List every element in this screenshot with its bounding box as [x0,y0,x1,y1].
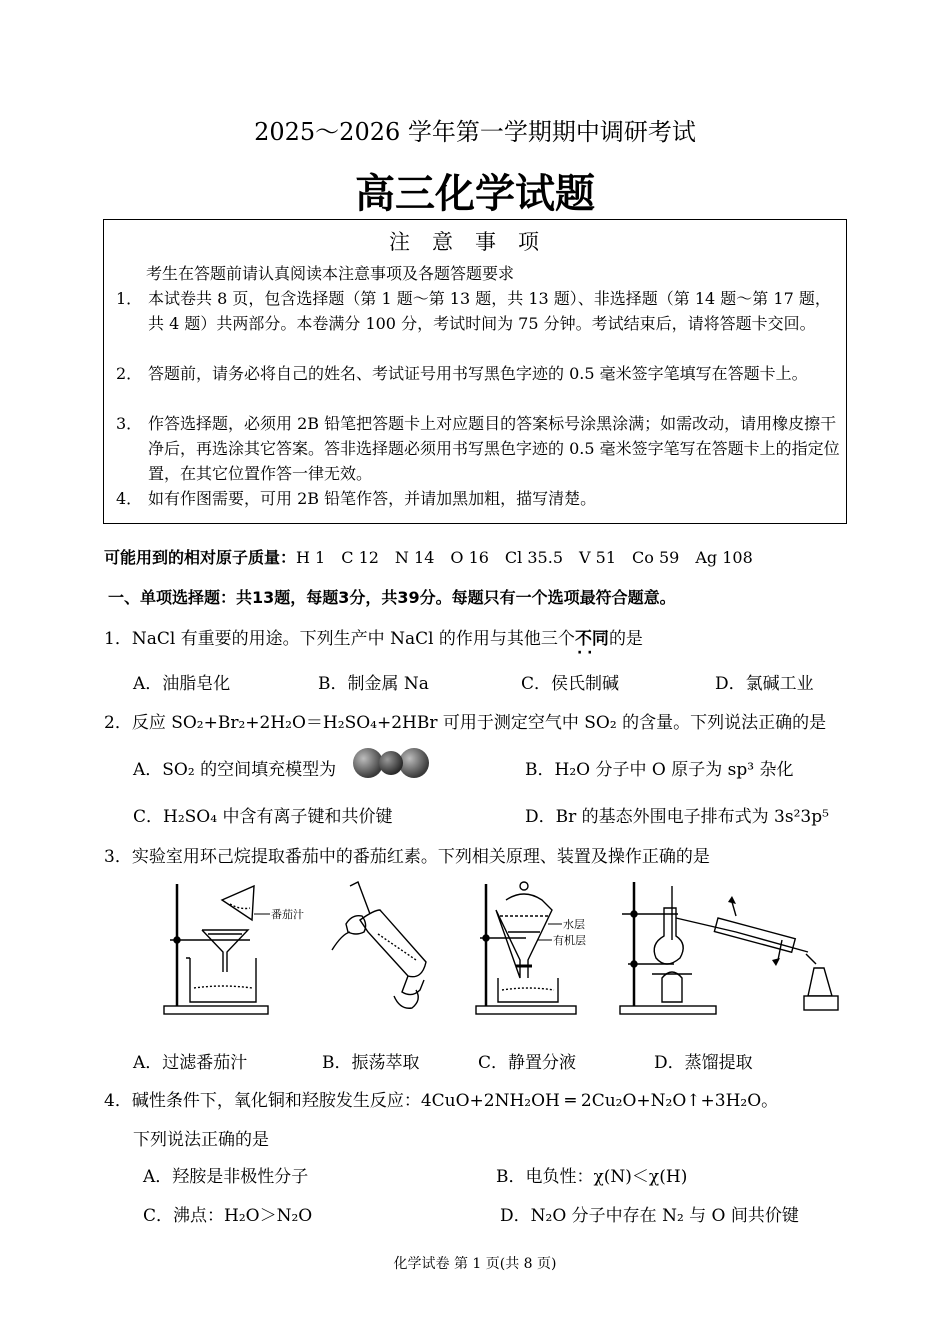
question-3-stem: 3．实验室用环己烷提取番茄中的番茄红素。下列相关原理、装置及操作正确的是 [104,847,710,867]
notice-item-num: 1． [116,289,143,308]
q1-stem-b: 的是 [608,629,643,649]
q3-option-a: A．过滤番茄汁 [133,1053,248,1073]
atomic-masses [104,545,753,568]
notice-intro: 考生在答题前请认真阅读本注意事项及各题答题要求 [146,264,515,283]
q2-option-d: D．Br 的基态外围电子排布式为 3s²3p⁵ [525,807,829,827]
label-water-layer: 水层 [563,918,585,931]
apparatus-separation [472,880,612,1020]
q1-option-a: A．油脂皂化 [133,674,231,694]
q4-option-b: B．电负性：χ(N)＜χ(H) [496,1167,688,1187]
apparatus-filtration [160,880,310,1020]
q1-option-d: D．氯碱工业 [715,674,814,694]
q3-option-b: B．振荡萃取 [322,1053,420,1073]
sulfur-atom [379,751,403,775]
atomic-masses-label: 可能用到的相对原子质量： [104,548,297,567]
exam-title-line: 2025～2026 学年第一学期期中调研考试 [254,118,696,146]
notice-item [116,486,840,511]
section-heading: 一、单项选择题：共13题，每题3分，共39分。每题只有一个选项最符合题意。 [108,588,676,607]
notice-item-num: 3． [116,414,143,433]
notice-item-text: 答题前，请务必将自己的姓名、考试证号用书写黑色字迹的 0.5 毫米签字笔填写在答题卡上。 [148,364,808,383]
label-tomato-juice: 番茄汁 [271,908,304,921]
q1-emphasis: 不同 · · [575,624,609,649]
question-1-stem [104,624,643,649]
notice-title: 注意事项 [389,230,561,254]
apparatus-distillation [618,878,840,1022]
q2-option-a: A．SO₂ 的空间填充模型为 [133,760,337,780]
notice-item [116,411,840,486]
apparatus-shaking [328,880,438,1020]
notice-item-num: 4． [116,489,143,508]
notice-item-text: 本试卷共 8 页，包含选择题（第 1 题～第 13 题，共 13 题）、非选择题（第 14 题～第 17 题，共 4 题）共两部分。本卷满分 100 分，考试时间为 75 分钟。考试结束后，请将答题卡交回。 [148,289,831,333]
notice-item-text: 作答选择题，必须用 2B 铅笔把答题卡上对应题目的答案标号涂黑涂满；如需改动，请用橡皮擦干净后，再选涂其它答案。答非选择题必须用书写黑色字迹的 0.5 毫米签字笔写在答题卡上的指定位置，在其它位置作答一律无效。 [148,414,840,483]
label-organic-layer: 有机层 [553,934,586,947]
q3-option-c: C．静置分液 [478,1053,577,1073]
page-footer: 化学试卷 第 1 页(共 8 页) [393,1256,557,1272]
q4-option-d: D．N₂O 分子中存在 N₂ 与 O 间共价键 [500,1206,799,1226]
notice-item-text: 如有作图需要，可用 2B 铅笔作答，并请加黑加粗，描写清楚。 [148,489,597,508]
so2-space-filling-model [352,745,432,781]
q4-option-a: A．羟胺是非极性分子 [143,1167,309,1187]
notice-item-num: 2． [116,364,143,383]
oxygen-atom [399,748,429,778]
oxygen-atom [353,748,383,778]
notice-box [103,219,847,524]
question-4-stem: 4．碱性条件下，氧化铜和羟胺发生反应：4CuO+2NH₂OH ═ 2Cu₂O+N₂O↑+3H₂O。 [104,1091,779,1111]
q2-option-b: B．H₂O 分子中 O 原子为 sp³ 杂化 [525,760,794,780]
notice-item [116,361,840,386]
q2-option-c: C．H₂SO₄ 中含有离子键和共价键 [133,807,393,827]
q3-option-d: D．蒸馏提取 [654,1053,753,1073]
notice-item [116,286,840,336]
question-2-stem: 2．反应 SO₂+Br₂+2H₂O＝H₂SO₄+2HBr 可用于测定空气中 SO₂ 的含量。下列说法正确的是 [104,713,827,733]
question-4-stem-2: 下列说法正确的是 [133,1130,269,1150]
atomic-masses-values: H 1 C 12 N 14 O 16 Cl 35.5 V 51 Co 59 Ag 108 [296,548,753,567]
q1-stem-a: 1．NaCl 有重要的用途。下列生产中 NaCl 的作用与其他三个 [104,629,575,649]
exam-main-title: 高三化学试题 [355,171,595,217]
q1-option-c: C．侯氏制碱 [521,674,620,694]
q1-option-b: B．制金属 Na [318,674,429,694]
q4-option-c: C．沸点：H₂O＞N₂O [143,1206,313,1226]
